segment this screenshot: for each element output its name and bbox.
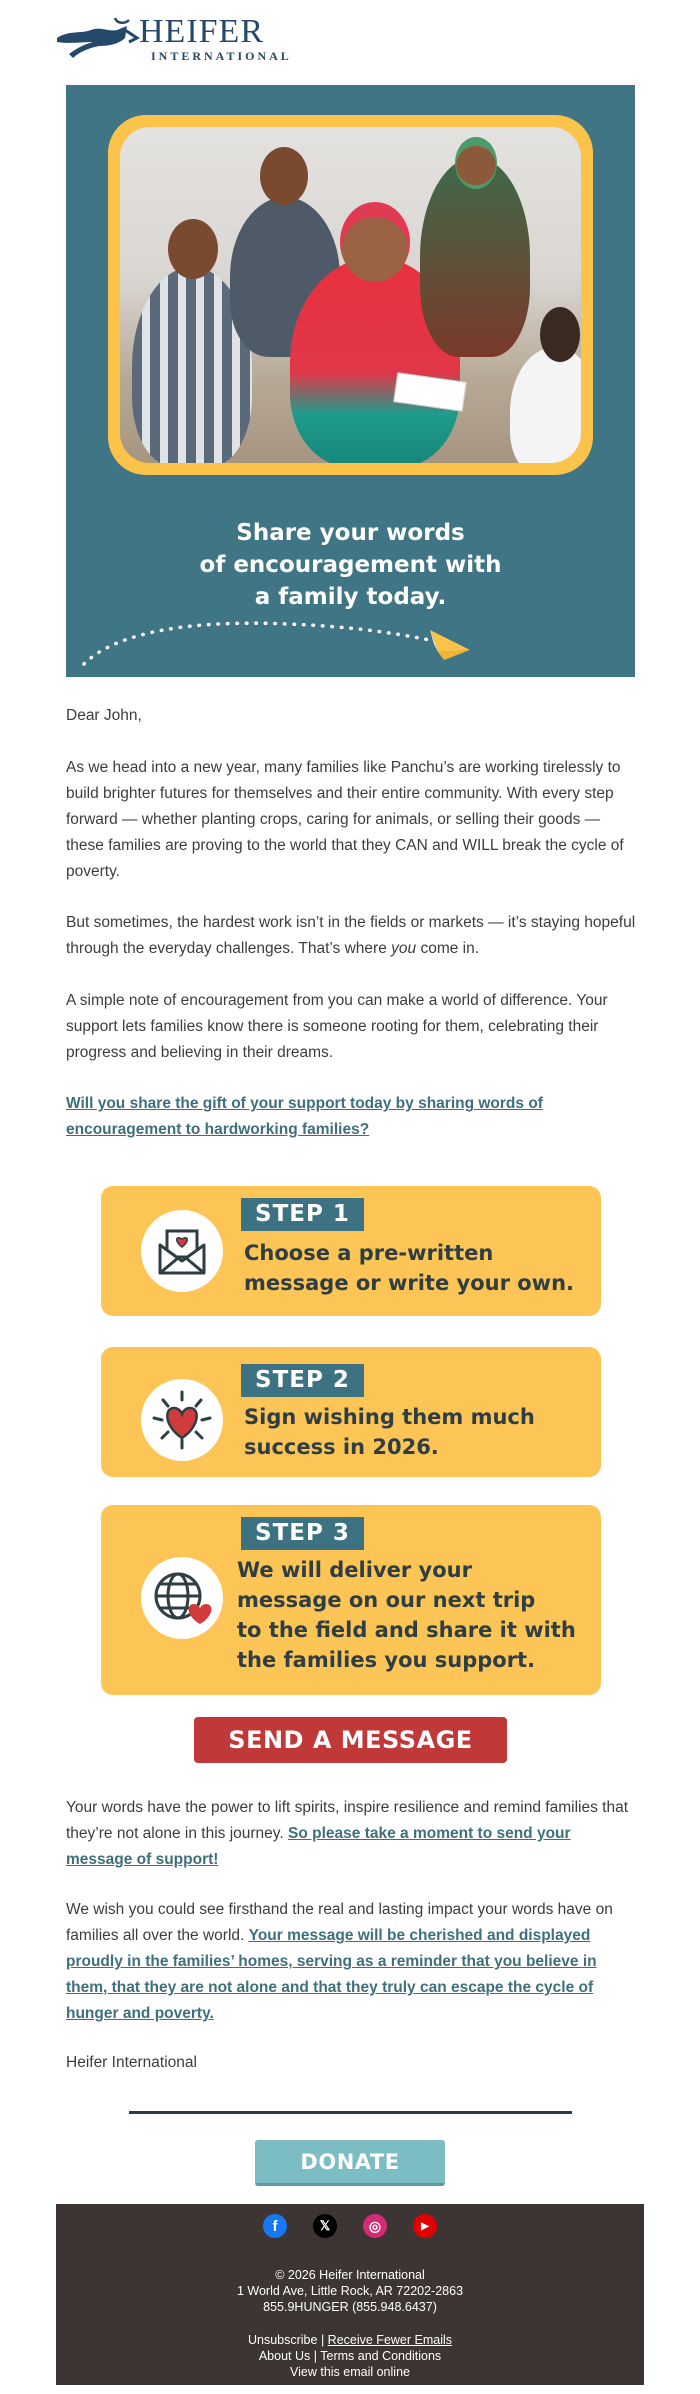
step-3-card[interactable] xyxy=(101,1505,601,1695)
facebook-icon[interactable]: f xyxy=(263,2214,287,2238)
paragraph-5: We wish you could see firsthand the real and lasting impact your words have on families all over the world. Your message will be cherished and displayed proudly in the families’ homes, serving as a reminder that you believe in them, that they are not alone and that they truly can escape the cycle of hunger and poverty. xyxy=(66,1901,613,2022)
divider xyxy=(129,2111,572,2114)
phone: 855.9HUNGER (855.948.6437) xyxy=(263,2300,437,2314)
address: 1 World Ave, Little Rock, AR 72202-2863 xyxy=(236,2284,464,2298)
youtube-icon[interactable]: ▶ xyxy=(413,2214,437,2238)
org-info xyxy=(56,2267,644,2315)
step-2-tag: STEP 2 xyxy=(241,1364,364,1397)
copyright: © 2026 Heifer International xyxy=(275,2268,425,2282)
greeting: Dear John, xyxy=(66,707,142,724)
radiant-heart-icon xyxy=(141,1379,223,1461)
send-message-button[interactable]: SEND A MESSAGE xyxy=(194,1717,507,1763)
step-3-tag: STEP 3 xyxy=(241,1517,364,1550)
paper-plane-icon xyxy=(78,600,478,670)
paragraph-2: But sometimes, the hardest work isn’t in the fields or markets — it’s staying hopeful through the everyday challenges. That’s where you come in. xyxy=(66,914,636,957)
cherished-message-link[interactable]: Your message will be cherished and displayed proudly in the families’ homes, serving as a reminder that you believe in them, that they are not alone and that they truly can escape the cycle of hunger and poverty. xyxy=(66,1927,597,2022)
person-head xyxy=(260,147,308,205)
send-support-link[interactable]: So please take a moment to send your message of support! xyxy=(66,1825,571,1868)
step-2-text: Sign wishing them much success in 2026. xyxy=(244,1405,535,1459)
paragraph-cta xyxy=(66,1091,636,1143)
step-3-text: We will deliver your message on our next trip to the field and share it with the families you support. xyxy=(237,1558,576,1672)
hero-banner[interactable] xyxy=(66,85,635,677)
envelope-heart-icon xyxy=(141,1210,223,1292)
person-head xyxy=(455,137,497,189)
paragraph-1: As we head into a new year, many families like Panchu’s are working tirelessly to build brighter futures for themselves and their entire community. With every step forward — whether planting crops, caring for animals, or selling their goods — these families are proving to the world that they CAN and WILL break the cycle of poverty. xyxy=(66,759,624,880)
footer xyxy=(56,2204,644,2385)
step-1-card[interactable] xyxy=(101,1186,601,1316)
hero-photo xyxy=(120,127,581,463)
person-head xyxy=(168,219,218,279)
share-support-link[interactable]: Will you share the gift of your support today by sharing words of encouragement to hardworking families? xyxy=(66,1095,543,1138)
step-1-text: Choose a pre-written message or write your own. xyxy=(244,1241,575,1295)
person-head-red-veil xyxy=(340,202,410,282)
social-links xyxy=(56,2214,644,2238)
view-online-link[interactable]: View this email online xyxy=(290,2365,410,2379)
terms-link[interactable]: Terms and Conditions xyxy=(320,2349,442,2363)
about-us-link[interactable]: About Us xyxy=(258,2349,311,2363)
globe-heart-icon xyxy=(141,1557,223,1639)
footer-links: Unsubscribe | Receive Fewer Emails About Us | Terms and Conditions View this email online xyxy=(56,2332,644,2380)
hero-headline: Share your words of encouragement with a family today. xyxy=(199,520,502,610)
donate-button[interactable]: DONATE xyxy=(255,2140,445,2186)
leaping-cow-icon xyxy=(55,8,295,68)
person-white-shirt xyxy=(510,347,581,463)
unsubscribe-link[interactable]: Unsubscribe xyxy=(247,2333,318,2347)
x-twitter-icon[interactable]: 𝕏 xyxy=(313,2214,337,2238)
signature: Heifer International xyxy=(66,2054,197,2071)
fewer-emails-link[interactable]: Receive Fewer Emails xyxy=(327,2333,453,2347)
svg-text:INTERNATIONAL: INTERNATIONAL xyxy=(151,49,292,63)
paragraph-4: Your words have the power to lift spirits, inspire resilience and remind families that they’re not alone in this journey. So please take a moment to send your message of support! xyxy=(66,1799,628,1868)
heifer-logo[interactable] xyxy=(55,8,295,68)
person-head xyxy=(540,307,580,362)
step-2-card[interactable] xyxy=(101,1347,601,1477)
instagram-icon[interactable]: ◎ xyxy=(363,2214,387,2238)
paragraph-3: A simple note of encouragement from you can make a world of difference. Your support lets families know there is someone rooting for them, celebrating their progress and believing in their dreams. xyxy=(66,992,608,1061)
svg-text:HEIFER: HEIFER xyxy=(139,13,264,50)
step-1-tag: STEP 1 xyxy=(241,1198,364,1231)
